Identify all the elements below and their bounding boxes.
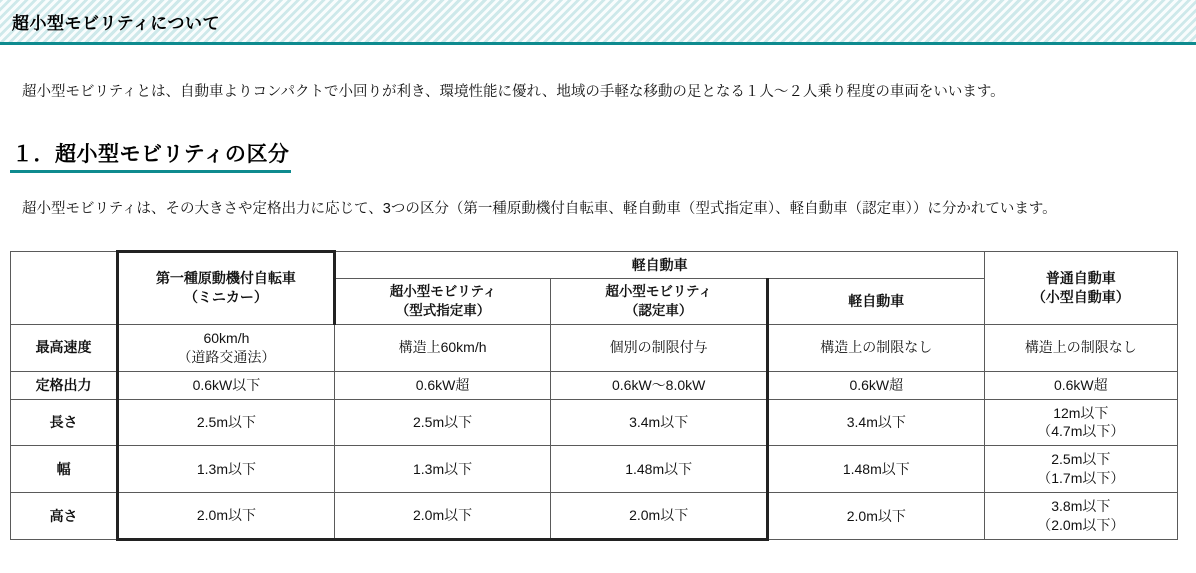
cell-line2: （4.7m以下） [1037, 423, 1125, 440]
cell-length-certified: 3.4m以下 [551, 399, 768, 446]
column-header-kei-line1: 軽自動車 [848, 293, 905, 310]
cell-line1: 12m以下 [1053, 404, 1109, 421]
column-header-minicar-line1: 第一種原動機付自転車 [155, 270, 296, 287]
table-row [11, 371, 1178, 399]
table-row [11, 493, 1178, 540]
cell-width-minicar: 1.3m以下 [118, 446, 335, 493]
cell-rated-output-normal: 0.6kW超 [984, 371, 1177, 399]
cell-line1: 60km/h [203, 329, 250, 346]
row-header-height: 高さ [11, 493, 118, 540]
cell-length-type-designated: 2.5m以下 [334, 399, 551, 446]
column-header-certified [551, 279, 768, 324]
row-header-length: 長さ [11, 399, 118, 446]
cell-max-speed-normal: 構造上の制限なし [984, 324, 1177, 371]
column-header-type-designated [334, 279, 551, 324]
section-lead-paragraph: 超小型モビリティは、その大きさや定格出力に応じて、3つの区分（第一種原動機付自転車、軽自動車（型式指定車）、軽自動車（認定車））に分かれています。 [22, 201, 1057, 218]
cell-line1: 2.5m以下 [1051, 451, 1111, 468]
cell-width-type-designated: 1.3m以下 [334, 446, 551, 493]
page-title: 超小型モビリティについて [12, 13, 220, 33]
cell-height-type-designated: 2.0m以下 [334, 493, 551, 540]
row-header-max-speed: 最高速度 [11, 324, 118, 371]
column-header-certified-line1: 超小型モビリティ [605, 284, 712, 300]
cell-max-speed-kei: 構造上の制限なし [767, 324, 984, 371]
table-row [11, 324, 1178, 371]
table-row [11, 446, 1178, 493]
header-accent-bar [0, 0, 6, 39]
spec-table-container [0, 236, 1196, 541]
table-row [11, 399, 1178, 446]
cell-rated-output-certified: 0.6kW〜8.0kW [551, 371, 768, 399]
cell-length-normal [984, 399, 1177, 446]
cell-length-minicar: 2.5m以下 [118, 399, 335, 446]
classification-table [10, 250, 1178, 541]
cell-length-kei: 3.4m以下 [767, 399, 984, 446]
cell-max-speed-certified: 個別の制限付与 [551, 324, 768, 371]
table-corner-cell [11, 251, 118, 324]
cell-height-kei: 2.0m以下 [767, 493, 984, 540]
column-header-kei [767, 279, 984, 324]
cell-height-certified: 2.0m以下 [551, 493, 768, 540]
table-header-row-1 [11, 251, 1178, 279]
cell-rated-output-type-designated: 0.6kW超 [334, 371, 551, 399]
cell-rated-output-kei: 0.6kW超 [767, 371, 984, 399]
column-header-normal [984, 251, 1177, 324]
column-header-minicar-line2: （ミニカー） [183, 289, 268, 306]
cell-width-normal [984, 446, 1177, 493]
column-header-type-designated-line1: 超小型モビリティ [389, 284, 497, 300]
cell-line2: （1.7m以下） [1037, 470, 1125, 487]
cell-width-certified: 1.48m以下 [551, 446, 768, 493]
column-header-type-designated-line2: （型式指定車） [395, 302, 491, 318]
cell-max-speed-type-designated: 構造上60km/h [334, 324, 551, 371]
table-body [11, 324, 1178, 539]
cell-line2: （2.0m以下） [1037, 516, 1125, 533]
column-header-normal-line2: （小型自動車） [1031, 288, 1130, 305]
cell-height-normal [984, 493, 1177, 540]
column-header-normal-line1: 普通自動車 [1045, 269, 1116, 286]
cell-width-kei: 1.48m以下 [767, 446, 984, 493]
column-header-minicar [118, 251, 335, 324]
cell-line1: 3.8m以下 [1051, 498, 1111, 515]
cell-rated-output-minicar: 0.6kW以下 [118, 371, 335, 399]
row-header-rated-output: 定格出力 [11, 371, 118, 399]
cell-line2: （道路交通法） [177, 348, 276, 365]
section-heading: １．超小型モビリティの区分 [10, 138, 291, 173]
row-header-width: 幅 [11, 446, 118, 493]
intro-paragraph: 超小型モビリティとは、自動車よりコンパクトで小回りが利き、環境性能に優れ、地域の手軽な移動の足となる１人〜２人乗り程度の車両をいいます。 [22, 83, 1005, 100]
page-header-band [0, 0, 1196, 45]
column-header-certified-line2: （認定車） [624, 302, 693, 318]
column-group-header-kei: 軽自動車 [334, 251, 984, 279]
cell-height-minicar: 2.0m以下 [118, 493, 335, 540]
cell-max-speed-minicar [118, 324, 335, 371]
